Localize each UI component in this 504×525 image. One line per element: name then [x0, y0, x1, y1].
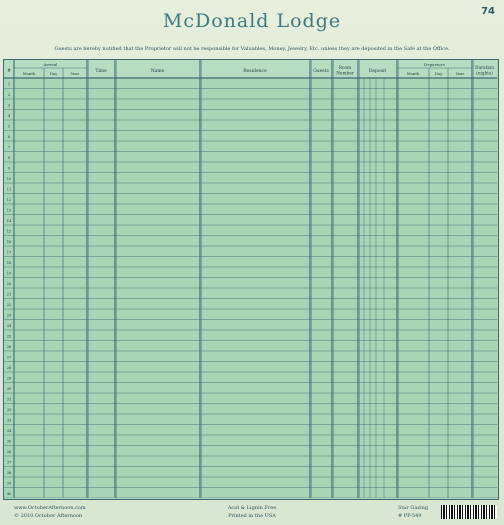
- page-number: 74: [481, 6, 495, 17]
- row-number: 38: [6, 471, 12, 476]
- row-number: 4: [7, 114, 11, 119]
- row-number: 14: [6, 219, 12, 224]
- row-number: 37: [6, 460, 12, 465]
- barcode: [441, 505, 497, 519]
- footer-acid-free: Acid & Lignin Free: [227, 505, 277, 511]
- header-arrival-year: Year: [70, 71, 80, 76]
- row-number: 26: [6, 345, 12, 350]
- row-number: 10: [6, 177, 12, 182]
- footer-product-name: Star Gazing: [398, 505, 429, 511]
- row-number: 11: [6, 187, 12, 192]
- row-number: 8: [7, 156, 11, 161]
- footer-center: [0, 504, 504, 520]
- page-title: McDonald Lodge: [162, 10, 342, 32]
- row-number: 15: [6, 229, 12, 234]
- header-room: Room: [338, 65, 352, 70]
- row-number: 27: [6, 355, 12, 360]
- row-number: 17: [6, 250, 12, 255]
- register-grid: [4, 60, 497, 498]
- row-number: 33: [6, 418, 12, 423]
- row-number: 6: [7, 135, 11, 140]
- row-number: 25: [6, 334, 12, 339]
- header-residence: Residence: [243, 69, 267, 74]
- footer-product-code: # PP-549: [398, 513, 422, 519]
- header-nights: (nights): [476, 70, 493, 76]
- header-guests: Guests: [313, 69, 329, 74]
- header-departure-year: Year: [455, 71, 465, 76]
- row-number: 30: [6, 387, 12, 392]
- footer-right: [398, 504, 428, 520]
- row-number: 5: [7, 124, 11, 129]
- row-number: 13: [6, 208, 12, 213]
- header-arrival-day: Day: [49, 71, 58, 76]
- row-number: 21: [6, 292, 12, 297]
- row-number: 16: [6, 240, 12, 245]
- header-deposit: Deposit: [368, 69, 387, 74]
- row-number: 19: [6, 271, 12, 276]
- row-number: 23: [6, 313, 12, 318]
- guest-notice: Guests are hereby notified that the Proprietor will not be responsible for Valuables, Money, Jewelry, Etc. unless they are deposited in the Safe at the Office.: [54, 46, 450, 52]
- header-arrival-month: Month: [22, 71, 36, 76]
- header-time: Time: [95, 69, 107, 74]
- row-number: 24: [6, 324, 12, 329]
- row-number: 31: [6, 397, 12, 402]
- header-departure: Departure: [424, 62, 445, 67]
- row-number: 36: [6, 450, 12, 455]
- row-number: 18: [6, 261, 12, 266]
- row-number: 12: [6, 198, 12, 203]
- row-number: 3: [7, 103, 11, 108]
- header-room-number: Number: [336, 70, 354, 76]
- row-number: 32: [6, 408, 12, 413]
- row-number: 2: [7, 93, 11, 98]
- header-duration: Duration: [475, 65, 494, 70]
- row-number: 28: [6, 366, 12, 371]
- row-number: 1: [7, 82, 11, 87]
- header-number: #: [7, 69, 11, 74]
- header-name: Name: [150, 69, 165, 74]
- row-number: 7: [7, 145, 11, 150]
- row-number: 34: [6, 429, 12, 434]
- row-number: 22: [6, 303, 12, 308]
- header-arrival: Arrival: [43, 62, 58, 67]
- guest-register-table: [3, 59, 499, 500]
- footer-printed: Printed in the USA: [228, 513, 276, 519]
- row-number: 29: [6, 376, 12, 381]
- header-departure-month: Month: [406, 71, 420, 76]
- footer-copyright: © 2010 October Afternoon: [14, 513, 83, 519]
- row-number: 39: [6, 481, 12, 486]
- header-departure-day: Day: [434, 71, 443, 76]
- row-number: 9: [7, 166, 11, 171]
- row-number: 35: [6, 439, 12, 444]
- row-number: 40: [6, 492, 12, 497]
- row-number: 20: [6, 282, 12, 287]
- footer-website: www.OctoberAfternoon.com: [14, 505, 86, 511]
